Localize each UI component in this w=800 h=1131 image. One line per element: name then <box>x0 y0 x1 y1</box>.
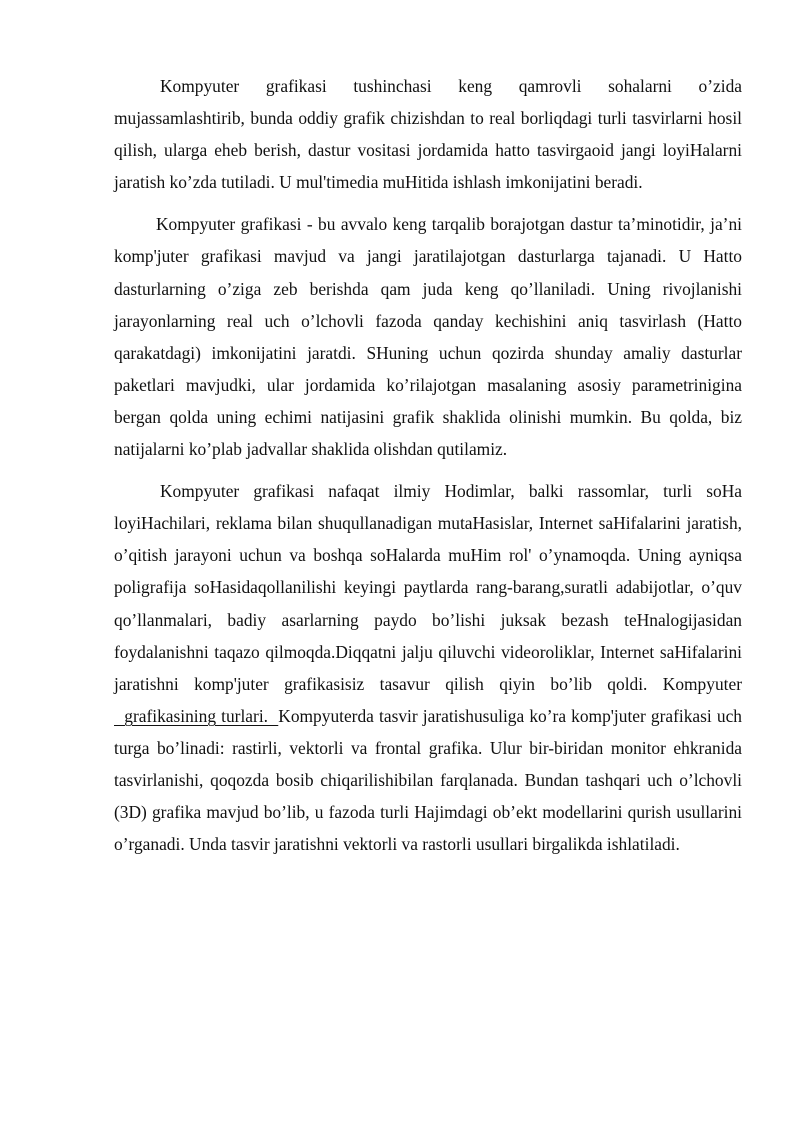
paragraph-2: Kompyuter grafikasi - bu avvalo keng tarqalib borajotgan dastur ta’minotidir, ja’ni komp'juter grafikasi mavjud va jangi jaratilajotgan dasturlarga tajanadi. U Hatto dasturlarning o’ziga zeb berishda qam juda keng qo’llaniladi. Uning rivojlanishi jarayonlarning real uch o’lchovli fazoda qanday kechishini aniq tasvirlash (Hatto qarakatdagi) imkonijatini jaratdi. SHuning uchun qozirda shunday amaliy dasturlar paketlari mavjudki, ular jordamida ko’rilajotgan masalaning asosiy parametrinigina bergan qolda uning echimi natijasini grafik shaklida olinishi mumkin. Bu qolda, biz natijalarni ko’plab jadvallar shaklida olishdan qutilamiz. <box>114 214 742 460</box>
document-body <box>114 70 742 870</box>
underlined-heading: grafikasining turlari. <box>114 705 279 726</box>
paragraph-3-text-end: Kompyuterda tasvir jaratishusuliga ko’ra komp'juter grafikasi uch turga bo’linadi: rastirli, vektorli va frontal grafika. Ulur bir-biridan monitor ehkranida tasvirlanishi, qoqozda bosib chiqarilishibilan farqlanada. Bundan tashqari uch o’lchovli (3D) grafika mavjud bo’lib, u fazoda turli Hajimdagi ob’ekt modellarini qurish usullarini o’rganadi. Unda tasvir jaratishni vektorli va rastorli usullari birgalikda ishlatiladi. <box>114 705 742 855</box>
paragraph-1: Kompyuter grafikasi tushinchasi keng qamrovli sohalarni o’zida mujassamlashtirib, bunda oddiy grafik chizishdan to real borliqdagi turli tasvirlarni hosil qilish, ularga eheb berish, dastur vositasi jordamida hatto tasvirgaoid jangi loyiHalarni jaratish ko’zda tutiladi. U mul'timedia muHitida ishlash imkonijatini beradi. <box>114 76 742 193</box>
paragraph-3-text-start: Kompyuter grafikasi nafaqat ilmiy Hodimlar, balki rassomlar, turli soHa loyiHachilari, reklama bilan shuqullanadigan mutaHasislar, Internet saHifalarini jaratish, o’qitish jarayoni uchun va boshqa soHalarda muHim rol' o’ynamoqda. Uning ayniqsa poligrafija soHasidaqollanilishi keyingi paytlarda rang-barang,suratli adabijotlar, o’quv qo’llanmalari, badiy asarlarning paydo bo’lishi juksak bezash teHnalogijasidan foydalanishni taqazo qilmoqda.Diqqatni jalju qiluvchi videoroliklar, Internet saHifalarini jaratishni komp'juter grafikasisiz tasavur qilish qiyin bo’lib qoldi. Kompyuter <box>114 481 742 694</box>
paragraph-3 <box>114 475 742 860</box>
